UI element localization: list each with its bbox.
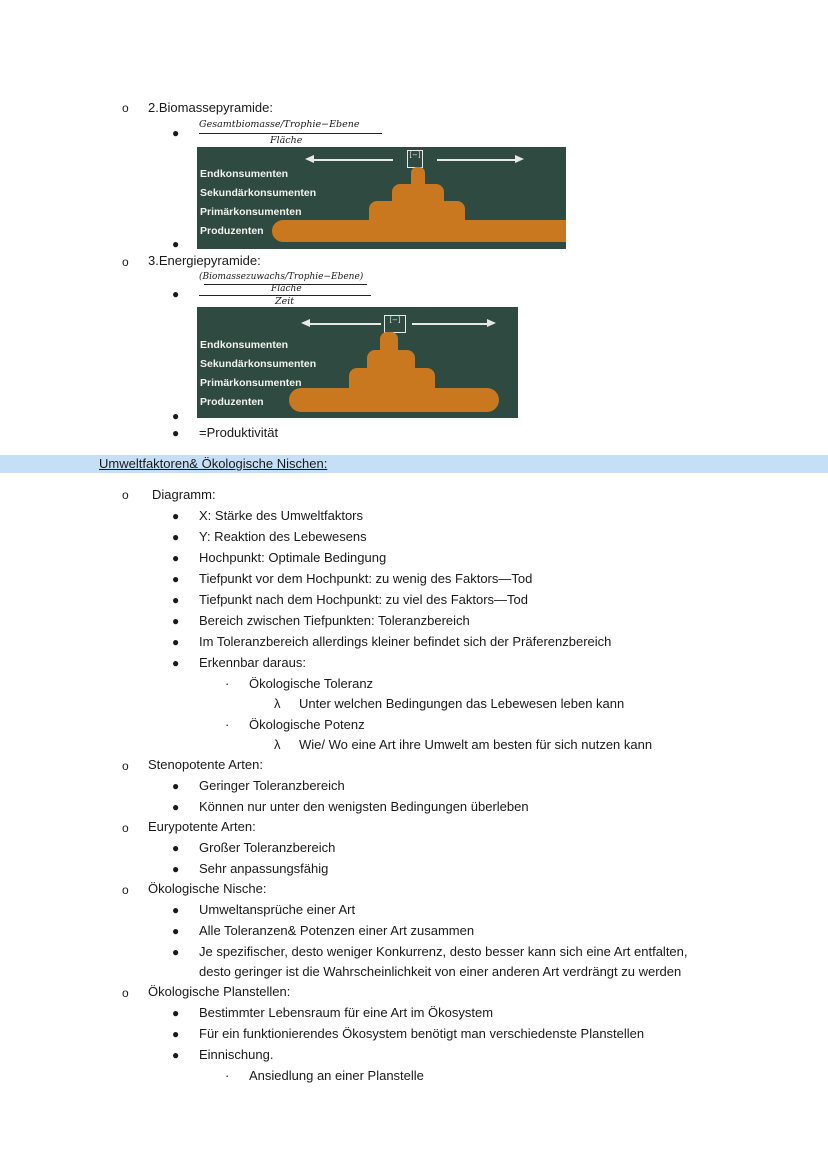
- pyramid-label: Endkonsumenten: [200, 339, 289, 351]
- list-item: Hochpunkt: Optimale Bedingung: [199, 550, 387, 565]
- bullet: ●: [172, 572, 180, 586]
- pyramid-level-4: [289, 388, 499, 412]
- biomass-formula-denominator: Fläche: [270, 135, 303, 146]
- list-item: Tiefpunkt vor dem Hochpunkt: zu wenig des Faktors—Tod: [199, 571, 533, 586]
- arrow-left-line: [309, 323, 381, 325]
- arrow-left-line: [313, 159, 393, 161]
- biomass-pyramid-image: [197, 147, 566, 249]
- energy-heading: 3.Energiepyramide:: [148, 253, 261, 268]
- list-marker-circle: o: [122, 883, 129, 897]
- energy-formula-mid: Fläche: [271, 284, 302, 294]
- bullet: ●: [172, 509, 180, 523]
- fraction-line: [199, 133, 382, 134]
- list-item: Bestimmter Lebensraum für eine Art im Ökosystem: [199, 1005, 494, 1020]
- pyramid-label: Produzenten: [200, 225, 264, 237]
- sub-sub-item: Wie/ Wo eine Art ihre Umwelt am besten für sich nutzen kann: [299, 737, 653, 752]
- list-item: Bereich zwischen Tiefpunkten: Toleranzbereich: [199, 613, 470, 628]
- eury-heading: Eurypotente Arten:: [148, 819, 256, 834]
- lambda-marker: λ: [274, 696, 281, 711]
- steno-heading: Stenopotente Arten:: [148, 757, 263, 772]
- bullet: ●: [172, 656, 180, 670]
- sub-item: Ansiedlung an einer Planstelle: [249, 1068, 424, 1083]
- bullet: ●: [172, 551, 180, 565]
- diagram-heading: Diagramm:: [152, 487, 216, 502]
- list-item: X: Stärke des Umweltfaktors: [199, 508, 363, 523]
- bullet: ●: [172, 287, 180, 301]
- sub-marker-dot: ·: [225, 717, 230, 732]
- arrow-right-icon: [515, 155, 524, 163]
- produktivitaet-note: =Produktivität: [199, 425, 279, 440]
- pyramid-level-4: [272, 220, 566, 242]
- energy-formula-numerator: (Biomassezuwachs/Trophie−Ebene): [199, 272, 364, 282]
- list-item: Für ein funktionierendes Ökosystem benötigt man verschiedenste Planstellen: [199, 1026, 645, 1041]
- list-marker-circle: o: [122, 488, 129, 502]
- pyramid-label: Sekundärkonsumenten: [200, 187, 317, 199]
- list-item: Y: Reaktion des Lebewesens: [199, 529, 367, 544]
- arrow-left-icon: [305, 155, 314, 163]
- sub-item: Ökologische Potenz: [249, 717, 365, 732]
- biomass-heading: 2.Biomassepyramide:: [148, 100, 273, 115]
- bullet: ●: [172, 426, 180, 440]
- section-title: Umweltfaktoren& Ökologische Nischen:: [99, 456, 328, 471]
- list-item: Umweltansprüche einer Art: [199, 902, 356, 917]
- list-item: Erkennbar daraus:: [199, 655, 306, 670]
- bullet: ●: [172, 530, 180, 544]
- arrow-right-icon: [487, 319, 496, 327]
- pyramid-label: Primärkonsumenten: [200, 377, 302, 389]
- list-item: Im Toleranzbereich allerdings kleiner befindet sich der Präferenzbereich: [199, 634, 612, 649]
- pyramid-label: Sekundärkonsumenten: [200, 358, 317, 370]
- list-item: Großer Toleranzbereich: [199, 840, 336, 855]
- unit-box: [−]: [384, 315, 406, 333]
- list-item: Einnischung.: [199, 1047, 274, 1062]
- bullet: ●: [172, 945, 180, 959]
- list-item-continuation: desto geringer ist die Wahrscheinlichkeit von einer anderen Art verdrängt zu werden: [199, 964, 682, 979]
- energy-formula-numerator-text: Biomassezuwachs/Trophie−Ebene: [202, 272, 360, 282]
- bullet: ●: [172, 409, 180, 423]
- bullet: ●: [172, 800, 180, 814]
- plan-heading: Ökologische Planstellen:: [148, 984, 291, 999]
- sub-marker-dot: ·: [225, 1068, 230, 1083]
- list-marker-circle: o: [122, 255, 129, 269]
- biomass-formula-numerator: Gesamtbiomasse/Trophie−Ebene: [199, 119, 360, 130]
- list-item: Je spezifischer, desto weniger Konkurrenz, desto besser kann sich eine Art entfalten,: [199, 944, 688, 959]
- sub-sub-item: Unter welchen Bedingungen das Lebewesen leben kann: [299, 696, 625, 711]
- arrow-right-line: [412, 323, 488, 325]
- list-item: Alle Toleranzen& Potenzen einer Art zusammen: [199, 923, 475, 938]
- sub-item: Ökologische Toleranz: [249, 676, 374, 691]
- bullet: ●: [172, 924, 180, 938]
- sub-marker-dot: ·: [225, 676, 230, 691]
- list-marker-circle: o: [122, 821, 129, 835]
- list-item: Können nur unter den wenigsten Bedingungen überleben: [199, 799, 529, 814]
- bullet: ●: [172, 1006, 180, 1020]
- list-item: Sehr anpassungsfähig: [199, 861, 329, 876]
- bullet: ●: [172, 593, 180, 607]
- bullet: ●: [172, 126, 180, 140]
- arrow-right-line: [437, 159, 517, 161]
- list-marker-circle: o: [122, 101, 129, 115]
- pyramid-label: Endkonsumenten: [200, 168, 289, 180]
- bullet: ●: [172, 862, 180, 876]
- bullet: ●: [172, 903, 180, 917]
- energy-pyramid-image: [197, 307, 518, 418]
- list-marker-circle: o: [122, 986, 129, 1000]
- lambda-marker: λ: [274, 737, 281, 752]
- bullet: ●: [172, 1027, 180, 1041]
- energy-formula-denominator: Zeit: [275, 296, 295, 307]
- bullet: ●: [172, 614, 180, 628]
- pyramid-label: Primärkonsumenten: [200, 206, 302, 218]
- bullet: ●: [172, 841, 180, 855]
- unit-box: [−]: [407, 150, 423, 168]
- list-item: Geringer Toleranzbereich: [199, 778, 345, 793]
- arrow-left-icon: [301, 319, 310, 327]
- bullet: ●: [172, 1048, 180, 1062]
- bullet: ●: [172, 779, 180, 793]
- bullet: ●: [172, 635, 180, 649]
- list-marker-circle: o: [122, 759, 129, 773]
- pyramid-label: Produzenten: [200, 396, 264, 408]
- bullet: ●: [172, 237, 180, 251]
- list-item: Tiefpunkt nach dem Hochpunkt: zu viel des Faktors—Tod: [199, 592, 529, 607]
- nische-heading: Ökologische Nische:: [148, 881, 267, 896]
